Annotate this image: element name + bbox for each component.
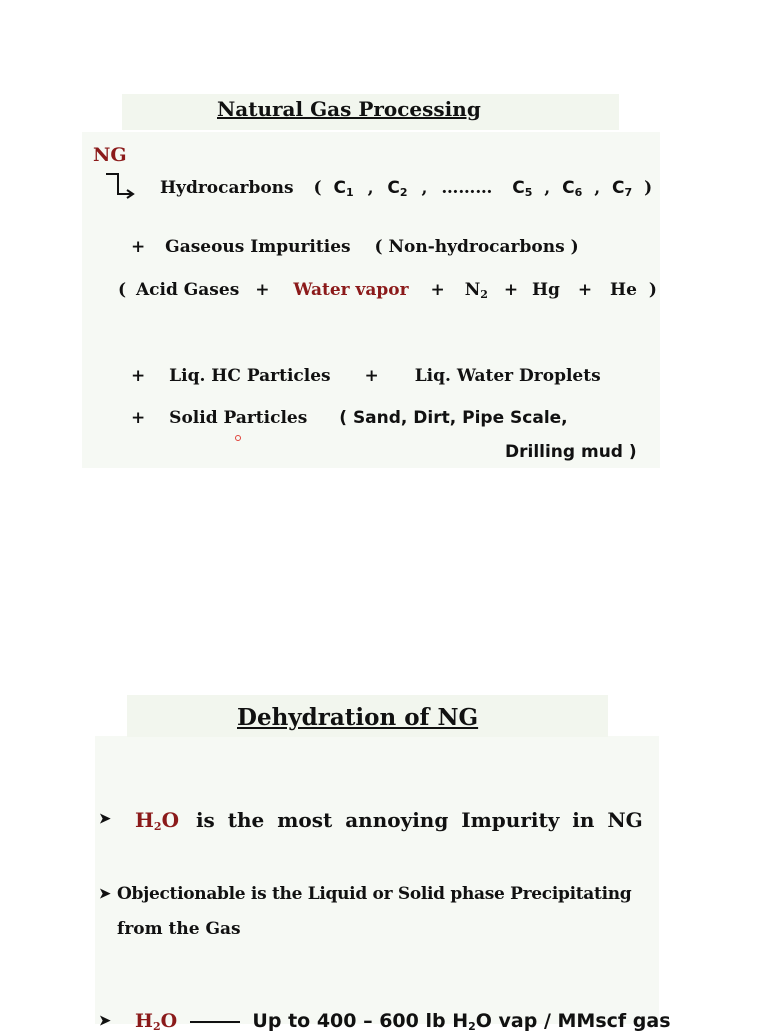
- water-vapor: Water vapor: [293, 280, 409, 300]
- h2o: $H_2O$: [135, 808, 179, 833]
- plus: +: [577, 280, 593, 300]
- comma: ,: [594, 178, 601, 198]
- slide-dehydration: [95, 736, 659, 1024]
- plus: +: [131, 408, 146, 428]
- bullet2-line1: Objectionable is the Liquid or Solid phase Precipitating: [117, 884, 632, 904]
- plus: +: [430, 280, 445, 300]
- c6: $C_6$: [562, 178, 583, 199]
- comma: ,: [367, 178, 374, 198]
- he: He: [610, 280, 637, 300]
- long-arrow-icon: [190, 1021, 240, 1023]
- hg: Hg: [532, 280, 560, 300]
- bullet3-value: Up to 400 – 600 lb $H_2O$ vap / MMscf gas: [252, 1010, 671, 1033]
- c1: $C_1$: [333, 178, 354, 199]
- non-hydrocarbons: ( Non-hydrocarbons ): [374, 237, 579, 257]
- gaseous-impurities: Gaseous Impurities: [165, 237, 351, 257]
- slide2-title: Dehydration of NG: [237, 704, 479, 731]
- ellipsis: ………: [441, 178, 493, 198]
- plus: +: [131, 237, 146, 257]
- comma: ,: [544, 178, 551, 198]
- acid-row: [118, 280, 657, 301]
- bullet-arrow-icon: ➤: [99, 886, 111, 902]
- gaseous-row: [131, 237, 579, 257]
- h2o: $H_2O$: [135, 1010, 178, 1033]
- ng-label: NG: [93, 144, 127, 166]
- solids-examples: ( Sand, Dirt, Pipe Scale,: [339, 408, 568, 428]
- plus: +: [131, 366, 146, 386]
- n2: $N_2$: [464, 280, 488, 301]
- branch-arrow-icon: [103, 172, 137, 202]
- plus: +: [364, 366, 379, 386]
- comma: ,: [421, 178, 428, 198]
- c7: $C_7$: [612, 178, 633, 199]
- hydrocarbons-row: [160, 178, 652, 199]
- pointer-dot: [235, 435, 241, 441]
- solid-particles: Solid Particles: [169, 408, 308, 428]
- plus: +: [255, 280, 270, 300]
- bullet3-text: [135, 1010, 671, 1033]
- paren-open: (: [118, 280, 127, 300]
- bullet1-text: [135, 808, 643, 833]
- paren-close: ): [644, 178, 653, 198]
- paren-open: (: [313, 178, 322, 198]
- solids-examples-line2: Drilling mud ): [505, 442, 637, 462]
- liq-water-droplets: Liq. Water Droplets: [414, 366, 601, 386]
- acid-gases: Acid Gases: [135, 280, 240, 300]
- plus: +: [503, 280, 519, 300]
- bullet-arrow-icon: ➤: [99, 1013, 111, 1029]
- c5: $C_5$: [512, 178, 533, 199]
- bullet-arrow-icon: ➤: [99, 811, 111, 827]
- paren-close: ): [648, 280, 657, 300]
- bullet1-rest: is the most annoying Impurity in NG: [195, 808, 643, 832]
- liq-hc-particles: Liq. HC Particles: [169, 366, 331, 386]
- solids-row: [131, 408, 568, 428]
- c2: $C_2$: [387, 178, 408, 199]
- bullet2-line2: from the Gas: [117, 919, 241, 939]
- liquids-row: [131, 366, 601, 386]
- slide1-title: Natural Gas Processing: [217, 97, 481, 121]
- hydrocarbons-label: Hydrocarbons: [160, 178, 294, 198]
